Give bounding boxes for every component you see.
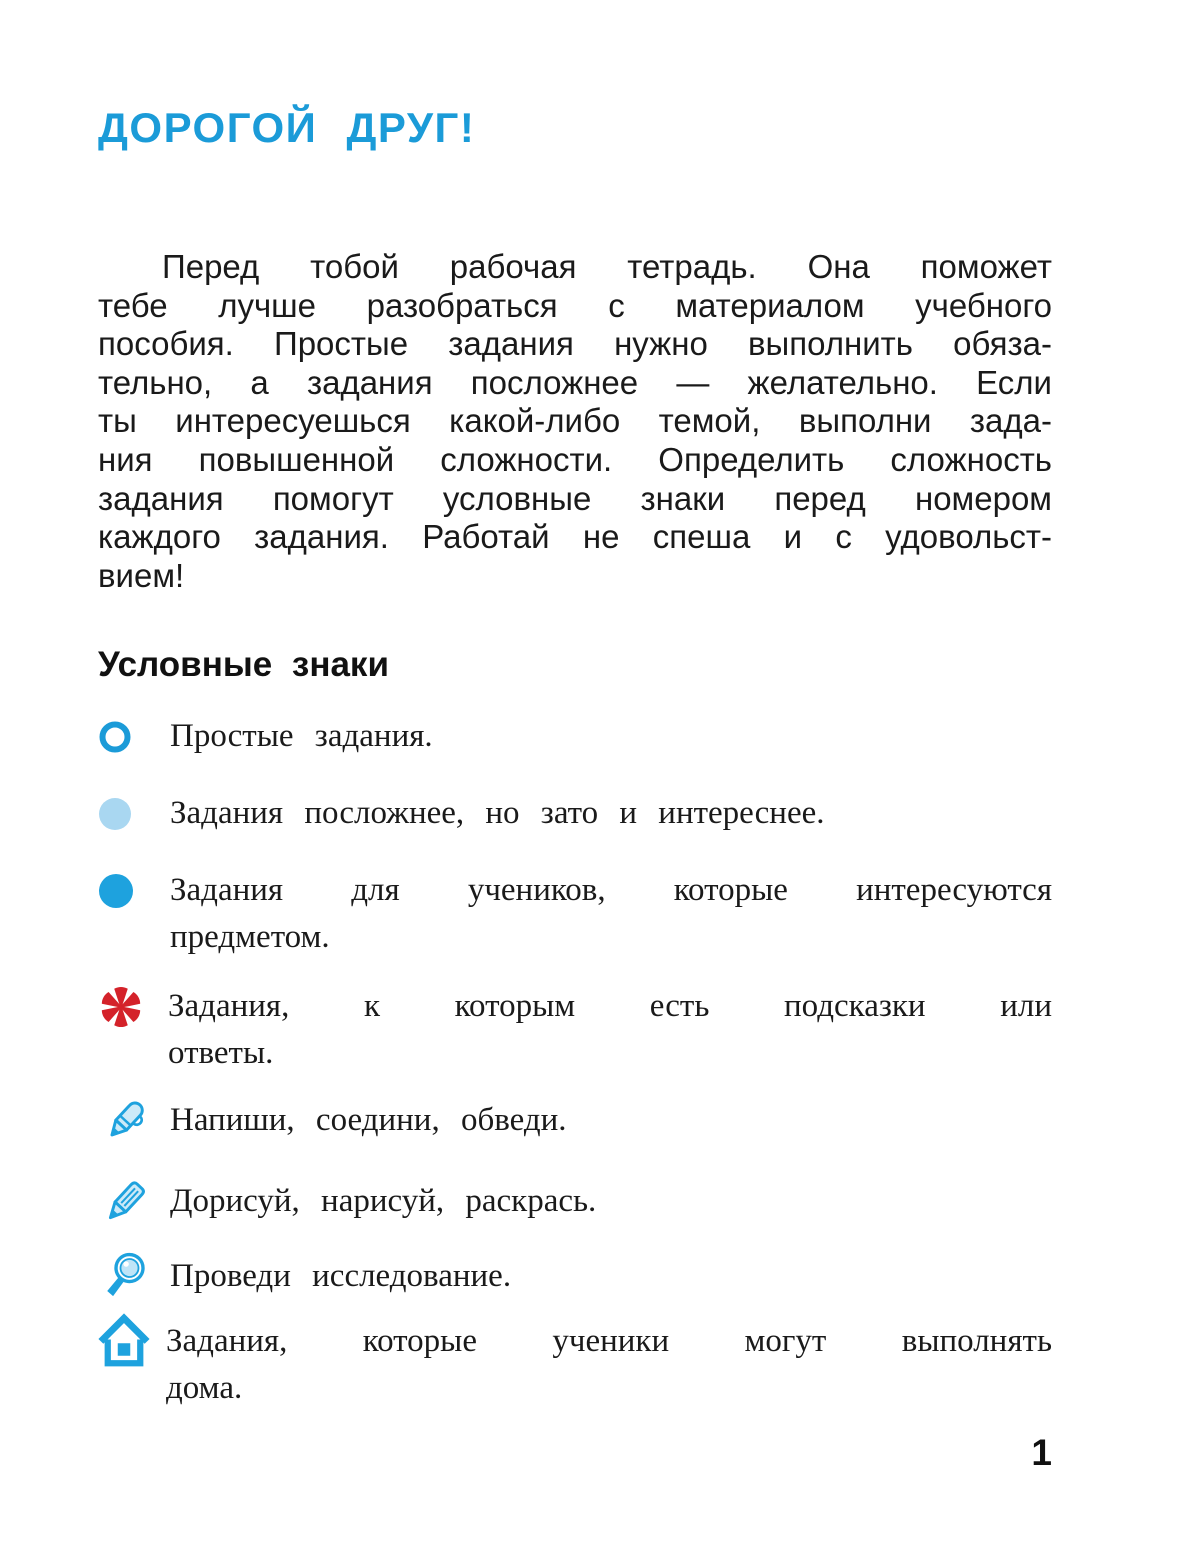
light-circle-icon xyxy=(98,790,170,837)
legend-item-label: Задания, которые ученики могут выполнять xyxy=(166,1323,1052,1360)
intro-line: пособия. Простые задания нужно выполнить обяза- xyxy=(98,325,1052,363)
legend-item-label: Задания посложнее, но зато и интереснее. xyxy=(170,795,825,832)
filled-circle-icon xyxy=(98,867,170,914)
intro-line: задания помогут условные знаки перед номером xyxy=(98,479,1052,517)
magnifier-icon xyxy=(98,1253,170,1300)
intro-line: Перед тобой рабочая тетрадь. Она поможет xyxy=(162,248,1052,285)
page-title: ДОРОГОЙ ДРУГ! xyxy=(98,104,476,151)
intro-paragraph xyxy=(98,248,1052,595)
intro-line: ния повышенной сложности. Определить сложность xyxy=(98,440,1052,478)
legend-item-label: дома. xyxy=(166,1370,243,1407)
legend-item-simple-tasks xyxy=(98,713,1052,760)
asterisk-icon xyxy=(96,983,168,1030)
legend-item-home-tasks xyxy=(98,1318,1052,1412)
intro-line: каждого задания. Работай не спеша и с удовольст- xyxy=(98,518,1052,556)
pen-icon xyxy=(98,1097,170,1144)
legend-item-write xyxy=(98,1097,1052,1144)
legend-item-harder-tasks xyxy=(98,790,1052,837)
intro-line: тебе лучше разобраться с материалом учебного xyxy=(98,286,1052,324)
pencil-icon xyxy=(98,1178,170,1225)
legend-item-label: Напиши, соедини, обведи. xyxy=(170,1102,567,1139)
legend-item-label: Дорисуй, нарисуй, раскрась. xyxy=(170,1183,597,1220)
legend-item-label: Задания для учеников, которые интересуются xyxy=(170,872,1052,909)
legend-item-research xyxy=(98,1253,1052,1300)
legend-item-interested-students xyxy=(98,867,1052,961)
legend-item-label: предметом. xyxy=(170,919,330,956)
legend-item-label: Проведи исследование. xyxy=(170,1258,512,1295)
legend-item-hints-answers xyxy=(98,983,1052,1077)
legend-heading: Условные знаки xyxy=(98,645,389,685)
legend-item-label: ответы. xyxy=(168,1035,274,1072)
intro-line: ты интересуешься какой-либо темой, выполни зада- xyxy=(98,402,1052,440)
page-number: 1 xyxy=(1031,1432,1052,1473)
legend-list xyxy=(98,713,1052,1412)
house-icon xyxy=(94,1318,166,1365)
open-circle-icon xyxy=(98,713,170,760)
intro-line: тельно, а задания посложнее — желательно. Если xyxy=(98,363,1052,401)
legend-item-label: Простые задания. xyxy=(170,718,433,755)
legend-item-draw xyxy=(98,1178,1052,1225)
legend-item-label: Задания, к которым есть подсказки или xyxy=(168,988,1052,1025)
intro-line: вием! xyxy=(98,556,185,594)
